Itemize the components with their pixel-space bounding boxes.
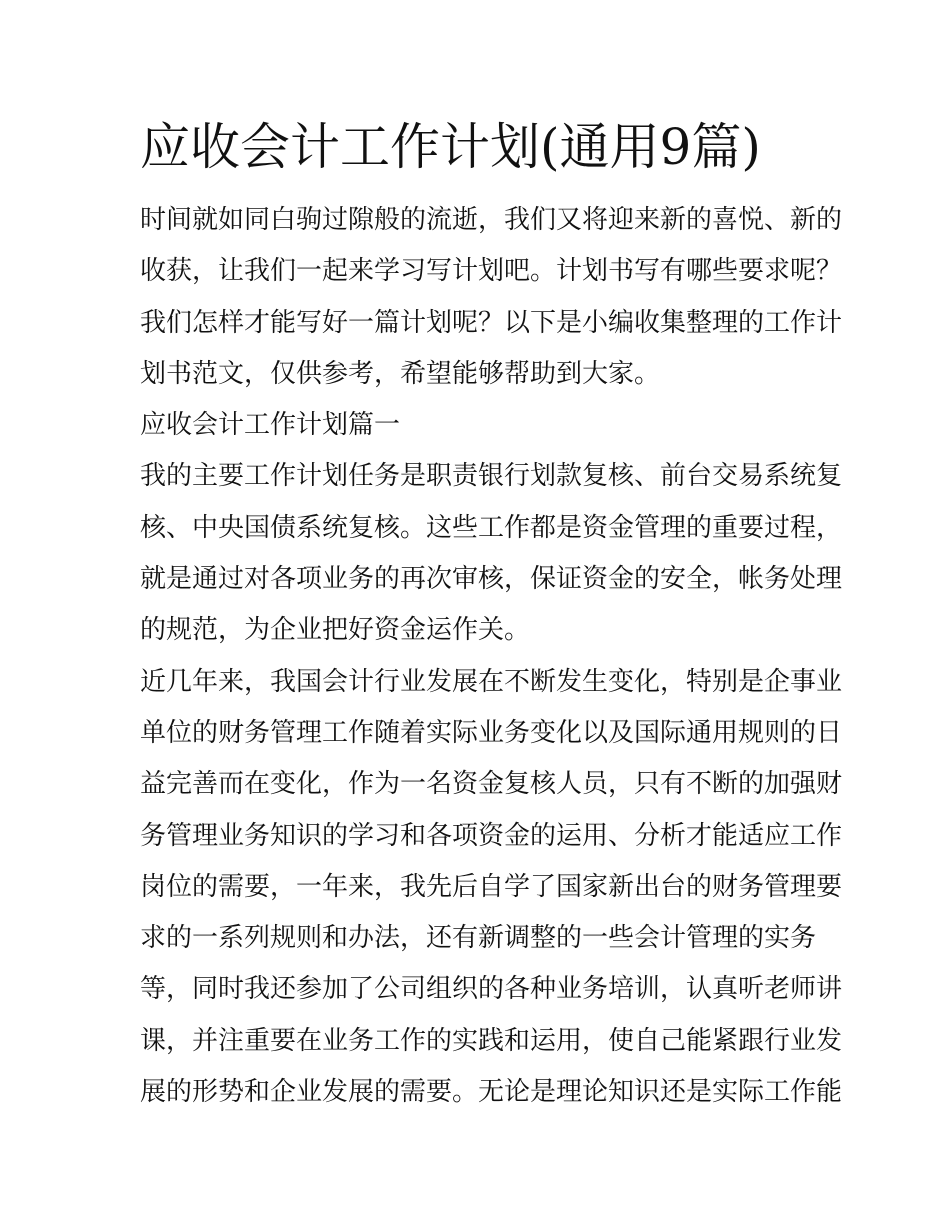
text-line: 我的主要工作计划任务是职责银行划款复核、前台交易系统复 <box>140 461 843 492</box>
text-line: 单位的财务管理工作随着实际业务变化以及国际通用规则的日 <box>140 717 843 748</box>
text-line: 求的一系列规则和办法，还有新调整的一些会计管理的实务 <box>140 923 817 954</box>
document-title: 应收会计工作计划(通用9篇) <box>140 118 761 176</box>
text-line: 时间就如同白驹过隙般的流逝，我们又将迎来新的喜悦、新的 <box>140 205 843 235</box>
text-line: 收获，让我们一起来学习写计划吧。计划书写有哪些要求呢？ <box>140 256 843 287</box>
text-line: 核、中央国债系统复核。这些工作都是资金管理的重要过程， <box>140 512 843 543</box>
text-line: 课，并注重要在业务工作的实践和运用，使自己能紧跟行业发 <box>140 1025 843 1056</box>
text-line: 近几年来，我国会计行业发展在不断发生变化，特别是企事业 <box>140 666 843 697</box>
text-line: 岗位的需要，一年来，我先后自学了国家新出台的财务管理要 <box>140 871 843 902</box>
text-line: 划书范文，仅供参考，希望能够帮助到大家。 <box>140 358 661 389</box>
text-line: 益完善而在变化，作为一名资金复核人员，只有不断的加强财 <box>140 769 843 800</box>
text-line: 就是通过对各项业务的再次审核，保证资金的安全，帐务处理 <box>140 564 843 595</box>
section-heading: 应收会计工作计划篇一 <box>140 410 401 441</box>
text-line: 等，同时我还参加了公司组织的各种业务培训，认真听老师讲 <box>140 974 843 1005</box>
text-line: 我们怎样才能写好一篇计划呢？以下是小编收集整理的工作计 <box>140 307 843 338</box>
text-line: 务管理业务知识的学习和各项资金的运用、分析才能适应工作 <box>140 820 843 851</box>
text-line: 展的形势和企业发展的需要。无论是理论知识还是实际工作能 <box>140 1077 843 1108</box>
document-body <box>140 195 843 1118</box>
text-line: 的规范，为企业把好资金运作关。 <box>140 615 531 646</box>
